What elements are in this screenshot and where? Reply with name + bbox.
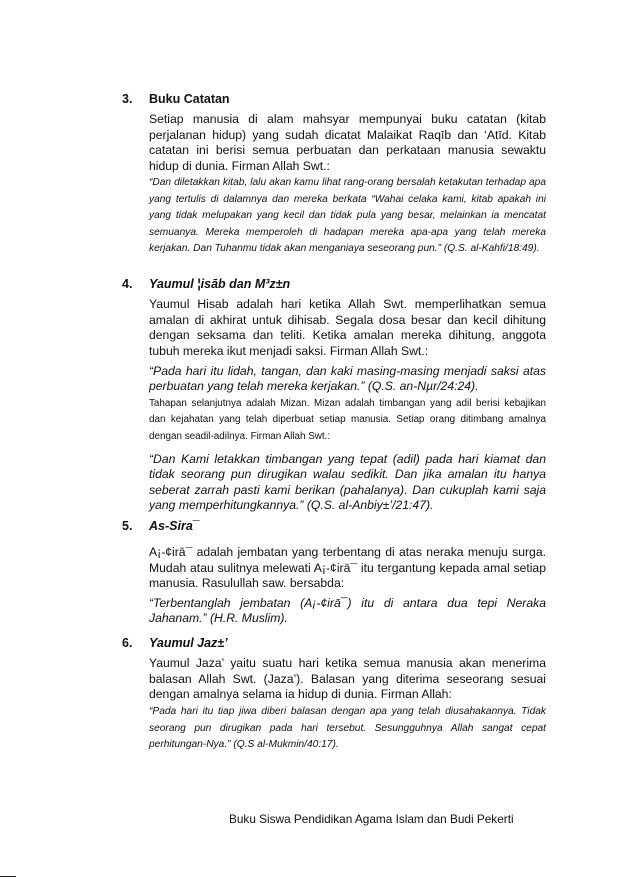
quran-quote: “Dan diletakkan kitab, lalu akan kamu lihat rang-orang bersalah ketakutan terhadap apa yang tertulis di dalamnya dan mereka berkata “Wahai celaka kami, kitab apakah ini yang tidak melupakan yang kecil dan tidak pula yang besar, melainkan ia mencatat semuanya. Mereka memperoleh di hadapan mereka apa-apa yang telah mereka kerjakan. Dan Tuhanmu tidak akan menganiaya seseorang pun.” (Q.S. al-Kahfi/18:49). [149, 177, 546, 255]
hadith-quote: “Terbentanglah jembatan (A¡-¢irā¯) itu di antara dua tepi Neraka Jahanam.” (H.R. Muslim). [149, 596, 546, 626]
section-title: Yaumul ¦isāb dan M³z±n [149, 277, 291, 291]
section-title: As-Sira¯ [149, 519, 200, 533]
section-paragraph: A¡-¢irā¯ adalah jembatan yang terbentang di atas neraka menuju surga. Mudah atau sulitnya melewati A¡-¢irā¯ itu tergantung kepada amal setiap manusia. Rasulullah saw. bersabda: [149, 545, 546, 591]
section-heading-as-sirat [122, 519, 200, 533]
section-number: 4. [122, 277, 133, 291]
section-paragraph: Yaumul Jaza’ yaitu suatu hari ketika semua manusia akan menerima balasan Allah Swt. (Jaza’). Balasan yang diterima seseorang sesuai dengan amalnya selama ia hidup di dunia. Firman Allah: [149, 656, 546, 702]
quran-quote: “Dan Kami letakkan timbangan yang tepat (adil) pada hari kiamat dan tidak seorang pun dirugikan walau sedikit. Dan jika amalan itu hanya seberat zarrah pasti kami berikan (pahalanya). Dan cukuplah kami saja yang memperhitungkannya.” (Q.S. al-Anbiy±’/21:47). [149, 452, 546, 513]
section-number: 5. [122, 519, 133, 533]
section-heading-yaumul-jaza [122, 636, 228, 650]
footer-rule [0, 876, 16, 877]
section-paragraph: Yaumul Hisab adalah hari ketika Allah Swt. memperlihatkan semua amalan di akhirat untuk dihisab. Segala dosa besar dan kecil dihitung dengan seksama dan teliti. Ketika amalan mereka dihitung, anggota tubuh mereka ikut menjadi saksi. Firman Allah Swt.: [149, 297, 546, 358]
quran-quote: “Pada hari itu tiap jiwa diberi balasan dengan apa yang telah diusahakannya. Tidak seorang pun dirugikan pada hari tersebut. Sesungguhnya Allah sangat cepat perhitungan-Nya.” (Q.S al-Mukmin/40:17). [149, 706, 546, 751]
mizan-paragraph: Tahapan selanjutnya adalah Mizan. Mizan adalah timbangan yang adil berisi kebajikan dan kejahatan yang telah diperbuat setiap manusia. Setiap orang ditimbang amalnya dengan seadil-adilnya. Firman Allah Swt.: [149, 398, 546, 442]
section-title: Yaumul Jaz±’ [149, 636, 228, 650]
section-paragraph: Setiap manusia di alam mahsyar mempunyai buku catatan (kitab perjalanan hidup) yang sudah dicatat Malaikat Raqīb dan ‘Atīd. Kitab catatan ini berisi semua perbuatan dan perkataan manusia sewaktu hidup di dunia. Firman Allah Swt.: [149, 112, 546, 173]
section-heading-yaumul-hisab [122, 277, 290, 291]
section-number: 3. [122, 92, 133, 106]
section-heading-buku-catatan [122, 92, 230, 106]
quran-quote: “Pada hari itu lidah, tangan, dan kaki masing-masing menjadi saksi atas perbuatan yang telah mereka kerjakan.” (Q.S. an-Nµr/24:24). [149, 364, 546, 394]
section-number: 6. [122, 636, 133, 650]
page-footer: Buku Siswa Pendidikan Agama Islam dan Budi Pekerti [229, 812, 514, 826]
section-title: Buku Catatan [149, 92, 230, 106]
